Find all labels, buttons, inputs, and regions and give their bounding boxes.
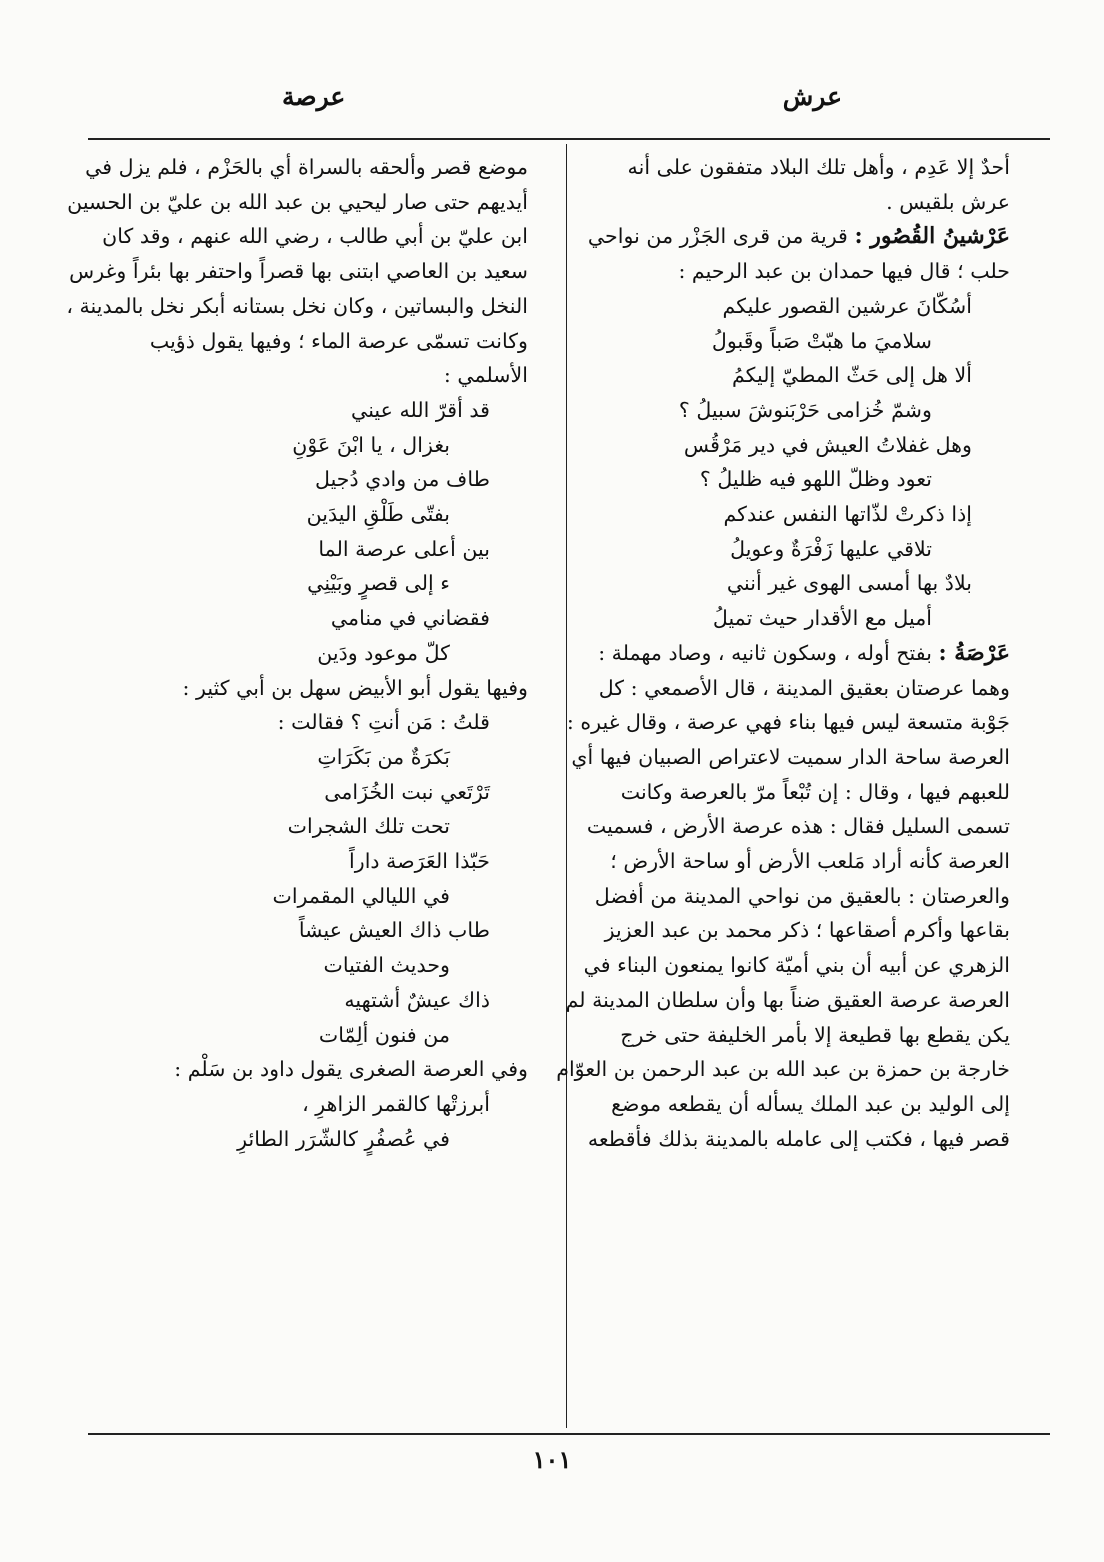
verse-line bbox=[578, 393, 1010, 428]
left-column bbox=[66, 150, 528, 1156]
text-line bbox=[88, 671, 528, 706]
line-text: وشمّ خُزامى حَرْبَنوشَ سبيلُ ؟ bbox=[678, 397, 932, 422]
verse-line bbox=[88, 1087, 528, 1122]
line-text: في الليالي المقمرات bbox=[272, 883, 450, 908]
line-text: قصر فيها ، فكتب إلى عامله بالمدينة بذلك فأقطعه bbox=[587, 1126, 1010, 1151]
line-text: بين أعلى عرصة الما bbox=[318, 536, 490, 561]
line-text: وهما عرصتان بعقيق المدينة ، قال الأصمعي : كل bbox=[598, 675, 1010, 700]
line-text: حلب ؛ قال فيها حمدان بن عبد الرحيم : bbox=[678, 259, 1010, 284]
line-text: وفي العرصة الصغرى يقول داود بن سَلْم : bbox=[174, 1057, 528, 1082]
line-text: سلاميَ ما هبّتْ صَباً وقَبولُ bbox=[711, 328, 932, 353]
text-line bbox=[578, 150, 1010, 185]
line-text: للعبهم فيها ، وقال : إن تُبْعاً مرّ بالعرصة وكانت bbox=[620, 779, 1010, 804]
line-text: ء إلى قصرٍ وبَيْنِي bbox=[307, 571, 450, 596]
bottom-rule bbox=[88, 1433, 1050, 1435]
text-line bbox=[565, 983, 1010, 1018]
line-text: يكن يقطع بها قطيعة إلا بأمر الخليفة حتى خرج bbox=[620, 1022, 1010, 1047]
line-text: أسُكّانَ عرشين القصور عليكم bbox=[722, 293, 972, 318]
verse-line bbox=[88, 740, 528, 775]
text-line bbox=[85, 150, 528, 185]
verse-line bbox=[88, 705, 528, 740]
text-line bbox=[578, 1122, 1010, 1157]
column-divider bbox=[566, 144, 567, 1428]
line-text: طاب ذاك العيش عيشاً bbox=[298, 918, 490, 943]
line-text: بفتّى طَلْقِ اليدَين bbox=[306, 502, 450, 527]
verse-line bbox=[88, 1018, 528, 1053]
verse-line bbox=[88, 462, 528, 497]
verse-line bbox=[578, 497, 1010, 532]
verse-line bbox=[88, 879, 528, 914]
line-text: سعيد بن العاصي ابتنى بها قصراً واحتفر بها بئراً وغرس bbox=[69, 259, 528, 284]
line-text: ألا هل إلى حَثّ المطيّ إليكمُ bbox=[731, 363, 972, 388]
text-line bbox=[578, 879, 1010, 914]
verse-line bbox=[88, 913, 528, 948]
line-text: أبرزتْها كالقمر الزاهرِ ، bbox=[302, 1091, 490, 1116]
verse-line bbox=[88, 428, 528, 463]
line-text: وحديث الفتيات bbox=[323, 953, 450, 978]
text-line bbox=[578, 1018, 1010, 1053]
text-line bbox=[566, 705, 1010, 740]
line-text: تَرْتَعي نبت الخُزَامى bbox=[324, 779, 490, 804]
top-rule bbox=[88, 138, 1050, 140]
line-text: العرصة ساحة الدار سميت لاعتراص الصبيان فيها أي bbox=[571, 744, 1010, 769]
line-text: أميل مع الأقدار حيث تميلُ bbox=[712, 606, 932, 631]
line-text: ابن عليّ بن أبي طالب ، رضي الله عنهم ، وقد كان bbox=[102, 224, 528, 249]
line-text: في عُصفُرٍ كالشّرَر الطائرِ bbox=[237, 1126, 450, 1151]
line-text: الزهري عن أبيه أن بني أميّة كانوا يمنعون البناء في bbox=[583, 953, 1010, 978]
text-line bbox=[578, 948, 1010, 983]
entry-headword: عَرْصَةُ : bbox=[938, 639, 1010, 666]
line-text: تلاقي عليها زَفْرَةٌ وعويلُ bbox=[730, 536, 932, 561]
line-text: بقاعها وأكرم أصقاعها ؛ ذكر محمد بن عبد العزيز bbox=[604, 918, 1010, 943]
line-text: الأسلمي : bbox=[443, 363, 528, 388]
line-text: قد أقرّ الله عيني bbox=[351, 397, 490, 422]
line-text: خارجة بن حمزة بن عبد الله بن عبد الرحمن بن العوّام bbox=[556, 1057, 1010, 1082]
verse-line bbox=[88, 1122, 528, 1157]
line-text: من فنون ألِمّات bbox=[318, 1022, 450, 1047]
running-header-right: عرش bbox=[782, 82, 842, 111]
verse-line bbox=[578, 566, 1010, 601]
text-line bbox=[578, 185, 1010, 220]
line-text: وهل غفلاتُ العيش في دير مَرْقُس bbox=[683, 432, 972, 457]
text-line bbox=[578, 913, 1010, 948]
verse-line bbox=[578, 324, 1010, 359]
verse-line bbox=[88, 809, 528, 844]
line-text: تسمى السليل فقال : هذه عرصة الأرض ، فسميت bbox=[586, 814, 1010, 839]
right-column bbox=[556, 150, 1010, 1156]
line-text: وفيها يقول أبو الأبيض سهل بن أبي كثير : bbox=[182, 675, 528, 700]
verse-line bbox=[88, 948, 528, 983]
line-text: والعرصتان : بالعقيق من نواحي المدينة من أفضل bbox=[594, 883, 1010, 908]
verse-line bbox=[88, 983, 528, 1018]
line-text: العرصة كأنه أراد مَلعب الأرض أو ساحة الأرض ؛ bbox=[610, 849, 1010, 874]
verse-line bbox=[88, 393, 528, 428]
verse-line bbox=[88, 497, 528, 532]
line-text: العرصة عرصة العقيق ضناً بها وأن سلطان المدينة لم bbox=[565, 987, 1010, 1012]
entry-headword: عَرْشينُ القُصُور : bbox=[854, 223, 1010, 250]
text-line bbox=[88, 324, 528, 359]
line-text: بَكرَةٌ من بَكَرَاتِ bbox=[317, 744, 450, 769]
verse-line bbox=[578, 428, 1010, 463]
text-line bbox=[578, 671, 1010, 706]
verse-line bbox=[578, 462, 1010, 497]
text-line bbox=[88, 219, 528, 254]
verse-line bbox=[578, 601, 1010, 636]
line-text: تعود وظلّ اللهو فيه ظليلُ ؟ bbox=[699, 467, 932, 492]
verse-line bbox=[88, 844, 528, 879]
text-line bbox=[88, 1052, 528, 1087]
line-text: وكانت تسمّى عرصة الماء ؛ وفيها يقول ذؤيب bbox=[149, 328, 528, 353]
line-text: بفتح أوله ، وسكون ثانيه ، وصاد مهملة : bbox=[598, 640, 939, 665]
line-text: بلادٌ بها أمسى الهوى غير أنني bbox=[726, 571, 972, 596]
line-text: النخل والبساتين ، وكان نخل بستانه أبكر نخل بالمدينة ، bbox=[66, 293, 528, 318]
text-line bbox=[578, 844, 1010, 879]
line-text: أيديهم حتى صار ليحيي بن عبد الله بن عليّ بن الحسين bbox=[67, 189, 528, 214]
line-text: كلّ موعود ودَين bbox=[317, 640, 450, 665]
text-line bbox=[66, 289, 528, 324]
line-text: قرية من قرى الجَزْر من نواحي bbox=[587, 224, 855, 249]
text-line bbox=[578, 636, 1010, 671]
text-line bbox=[88, 358, 528, 393]
line-text: تحت تلك الشجرات bbox=[287, 814, 450, 839]
line-text: فقضاني في منامي bbox=[330, 606, 490, 631]
line-text: حَبّذا العَرَصة داراً bbox=[349, 849, 490, 874]
text-line bbox=[578, 775, 1010, 810]
line-text: عرش بلقيس . bbox=[886, 189, 1010, 214]
verse-line bbox=[88, 566, 528, 601]
text-line bbox=[571, 740, 1010, 775]
text-line bbox=[556, 1052, 1010, 1087]
line-text: إذا ذكرتْ لذّاتها النفس عندكم bbox=[723, 502, 972, 527]
text-line bbox=[578, 1087, 1010, 1122]
page-number: ١٠١ bbox=[532, 1445, 572, 1474]
running-header-left: عرصة bbox=[282, 82, 346, 111]
text-line bbox=[67, 185, 528, 220]
verse-line bbox=[88, 532, 528, 567]
text-line bbox=[578, 219, 1010, 254]
verse-line bbox=[88, 601, 528, 636]
line-text: قلتُ : مَن أنتِ ؟ فقالت : bbox=[277, 710, 490, 735]
text-line bbox=[578, 254, 1010, 289]
line-text: موضع قصر وألحقه بالسراة أي بالحَزْم ، فلم يزل في bbox=[85, 155, 528, 179]
verse-line bbox=[88, 775, 528, 810]
line-text: أحدٌ إلا عَدِم ، وأهل تلك البلاد متفقون على أنه bbox=[627, 155, 1010, 179]
line-text: ذاك عيشٌ أشتهيه bbox=[344, 987, 490, 1012]
line-text: طاف من وادي دُجيل bbox=[314, 467, 490, 492]
verse-line bbox=[578, 289, 1010, 324]
verse-line bbox=[578, 358, 1010, 393]
verse-line bbox=[578, 532, 1010, 567]
line-text: بغزال ، يا ابْنَ عَوْنِ bbox=[292, 432, 450, 457]
line-text: جَوْبة متسعة ليس فيها بناء فهي عرصة ، وقال غيره : bbox=[566, 710, 1010, 735]
line-text: إلى الوليد بن عبد الملك يسأله أن يقطعه موضع bbox=[611, 1091, 1010, 1116]
verse-line bbox=[88, 636, 528, 671]
text-line bbox=[578, 809, 1010, 844]
text-line bbox=[69, 254, 528, 289]
